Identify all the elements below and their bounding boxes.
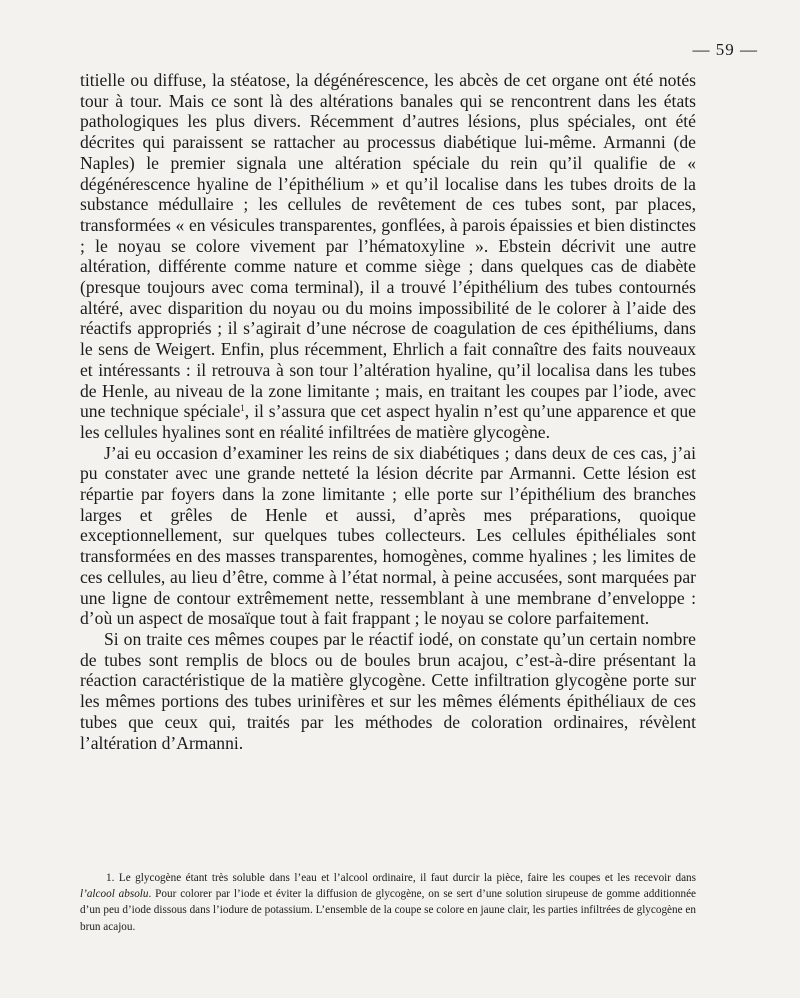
paragraph-1 [80,70,696,443]
footnotes [80,870,696,935]
paragraph-3: Si on traite ces mêmes coupes par le réactif iodé, on constate qu’un certain nombre de tubes sont remplis de blocs ou de boules brun acajou, c’est-à-dire présentant la réaction caractéristique de la matière glycogène. Cette infiltration glycogène porte sur les mêmes portions des tubes urinifères et sur les mêmes éléments épithéliaux de ces tubes que ceux qui, traités par les méthodes de coloration ordinaires, révèlent l’altération d’Armanni. [80,628,696,753]
footnote-emphasis: l’alcool absolu [80,888,149,901]
footnote-number: 1. [106,872,115,884]
footnote-text-end: . Pour colorer par l’iode et éviter la diffusion de glycogène, on se sert d’une solution sirupeuse de gomme additionnée d’un peu d’iode dissous dans l’iodure de potassium. L’ensemble de la coupe se colore en jaune clair, les parties infiltrées de glycogène en brun acajou. [80,888,696,933]
footnote-reference: 1 [240,403,245,414]
paragraph-2: J’ai eu occasion d’examiner les reins de six diabétiques ; dans deux de ces cas, j’ai pu constater avec une grande netteté la lésion décrite par Armanni. Cette lésion est répartie par foyers dans la zone limitante ; elle porte sur l’épithélium des branches larges et grêles de Henle et aussi, d’après mes préparations, quoique exceptionnellement, sur quelques tubes collecteurs. Les cellules épithéliales sont transformées en des masses transparentes, homogènes, comme hyalines ; les limites de ces cellules, au lieu d’être, comme à l’état normal, à peine accusées, sont marquées par une ligne de contour extrêmement nette, ressemblant à une membrane d’enveloppe : d’où un aspect de mosaïque tout à fait frappant ; le noyau se colore parfaitement. [80,442,696,629]
page-number: — 59 — [692,40,758,59]
body-text [80,70,696,753]
paragraph-1-text-end: , il s’assura que cet aspect hyalin n’est qu’une apparence et que les cellules hyalines sont en réalité infiltrées de matière glycogène. [80,401,696,442]
footnote-text-start: Le glycogène étant très soluble dans l’eau et l’alcool ordinaire, il faut durcir la pièce, faire les coupes et les recevoir dans [118,872,696,884]
paragraph-1-text: titielle ou diffuse, la stéatose, la dégénérescence, les abcès de cet organe ont été notés tour à tour. Mais ce sont là des altérations banales qui se rencontrent dans les états pathologiques les plus divers. Récemment d’autres lésions, plus spéciales, ont été décrites qui paraissent se rattacher au processus diabétique lui-même. Armanni (de Naples) le premier signala une altération spéciale du rein qu’il qualifie de « dégénérescence hyaline de l’épithélium » et qu’il localise dans les tubes droits de la substance médullaire ; les cellules de revêtement de ces tubes sont, par places, transformées « en vésicules transparentes, gonflées, à parois épaissies et bien distinctes ; le noyau se colore vivement par l’hématoxyline ». Ebstein décrivit une autre altération, différente comme nature et comme siège ; dans quelques cas de diabète (presque toujours avec coma terminal), il a trouvé l’épithélium des tubes contournés altéré, avec disparition du noyau ou du moins impossibilité de le colorer à l’aide des réactifs appropriés ; il s’agirait d’une nécrose de coagulation de ces épithéliums, dans le sens de Weigert. Enfin, plus récemment, Ehrlich a fait connaître des faits nouveaux et intéressants : il retrouva à son tour l’altération hyaline, qu’il localisa dans les tubes de Henle, au niveau de la zone limitante ; mais, en traitant les coupes par l’iode, avec une technique spéciale [80,70,696,422]
footnote-1 [80,870,696,935]
